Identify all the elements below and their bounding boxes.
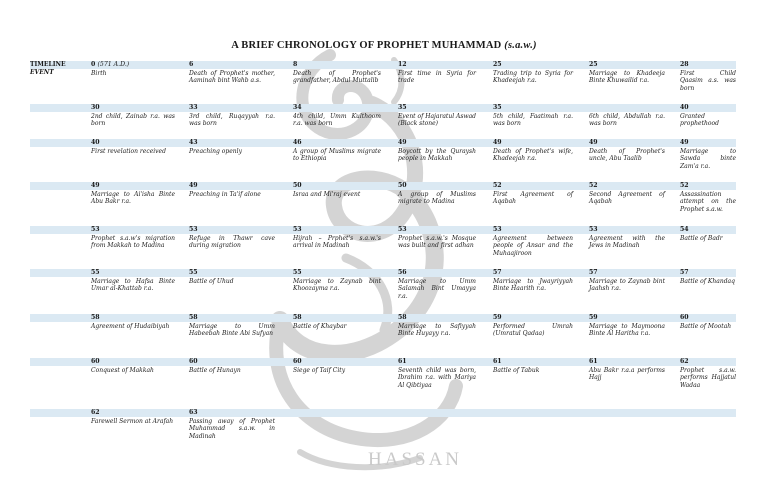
event-text: Performed Umrah (Umratul Qadaa) [493, 322, 573, 338]
event-text: Trading trip to Syria for Khadeejah r.a. [493, 69, 573, 85]
year-value: 55 [293, 269, 302, 276]
timeline-cell [589, 139, 665, 163]
watermark-text: HASSAN [368, 449, 463, 470]
event-text: Marriage to Ai'isha Binte Abu Bakr r.a. [91, 190, 175, 206]
event-text: Marriage to Hafsa Binte Umar al-Khattab r.a. [91, 277, 175, 293]
timeline-cell [398, 226, 476, 250]
event-text: Marriage to Maymoona Binte Al Haritha r.a. [589, 322, 665, 338]
timeline-year [398, 182, 476, 190]
year-value: 8 [293, 61, 298, 68]
timeline-year [589, 61, 665, 69]
timeline-cell [493, 314, 573, 338]
timeline-year [680, 182, 736, 190]
timeline-cell [493, 61, 573, 85]
timeline-cell [91, 61, 175, 77]
year-value: 53 [398, 226, 407, 233]
timeline-year [493, 104, 573, 112]
event-text: Death of Prophet's grandfather, Abdul Muttalib [293, 69, 381, 85]
timeline-cell [91, 226, 175, 250]
timeline-cell [91, 269, 175, 293]
event-text: A group of Muslims migrate to Ethiopia [293, 147, 381, 163]
event-text: 2nd child, Zainab r.a. was born [91, 112, 175, 128]
year-value: 25 [589, 61, 598, 68]
timeline-cell [91, 104, 175, 128]
event-text: A group of Muslims migrate to Madina [398, 190, 476, 206]
timeline-year [680, 104, 736, 112]
timeline-cell [189, 139, 275, 155]
year-value: 55 [189, 269, 198, 276]
title-sub: (s.a.w.) [504, 40, 537, 51]
year-value: 60 [680, 314, 689, 321]
year-value: 55 [91, 269, 100, 276]
timeline-year [91, 61, 175, 69]
year-value: 62 [91, 409, 100, 416]
year-value: 52 [680, 182, 689, 189]
year-value: 54 [680, 226, 689, 233]
event-text: Prophet s.a.w. performs Hajjatul Wadaa [680, 366, 736, 389]
timeline-year [493, 358, 573, 366]
title-main: A BRIEF CHRONOLOGY OF PROPHET MUHAMMAD [231, 40, 502, 51]
event-label: EVENT [30, 69, 54, 76]
event-text: Death of Prophet's uncle, Abu Taalib [589, 147, 665, 163]
event-text: Preaching in Ta'if alone [189, 190, 261, 198]
timeline-year [589, 139, 665, 147]
event-text: Battle of Khaybar [293, 322, 347, 330]
timeline-cell [398, 61, 476, 85]
timeline-year [91, 269, 175, 277]
timeline-cell [589, 61, 665, 85]
timeline-cell [398, 358, 476, 389]
timeline-year [189, 61, 275, 69]
year-value: 53 [189, 226, 198, 233]
year-value: 43 [189, 139, 198, 146]
event-text: 5th child, Faatimah r.a. was born [493, 112, 573, 128]
timeline-year [189, 314, 275, 322]
timeline-year [293, 104, 381, 112]
timeline-year [91, 226, 175, 234]
event-text: Assassination attempt on the Prophet s.a.w. [680, 190, 736, 213]
event-text: Hijrah – Prphet's s.a.w.'s arrival in Madinah [293, 234, 381, 250]
event-text: 6th child, Abdullah r.a. was born [589, 112, 665, 128]
timeline-year [189, 226, 275, 234]
year-note: (571 A.D.) [97, 61, 130, 68]
timeline-cell [589, 182, 665, 206]
timeline-cell [680, 104, 736, 128]
event-text: Battle of Mootah [680, 322, 732, 330]
timeline-year [493, 61, 573, 69]
timeline-year [398, 314, 476, 322]
event-text: Abu Bakr r.a.a performs Hajj [589, 366, 665, 382]
timeline-year [189, 182, 275, 190]
timeline-year [293, 139, 381, 147]
year-value: 63 [189, 409, 198, 416]
timeline-cell [293, 104, 381, 128]
timeline-cell [680, 358, 736, 389]
timeline-cell [589, 226, 665, 250]
timeline-label: TIMELINE [30, 61, 66, 68]
timeline-year [680, 269, 736, 277]
timeline-cell [293, 139, 381, 163]
timeline-cell [398, 139, 476, 163]
year-value: 35 [398, 104, 407, 111]
timeline-cell [91, 139, 175, 155]
year-value: 60 [189, 358, 198, 365]
timeline-cell [680, 61, 736, 92]
event-text: Granted prophethood [680, 112, 719, 128]
year-value: 61 [589, 358, 598, 365]
event-text: Death of Prophet's mother, Aaminah bint Wahb a.s. [189, 69, 275, 85]
year-value: 49 [91, 182, 100, 189]
event-text: Death of Prophet's wife, Khadeejah r.a. [493, 147, 573, 163]
year-value: 46 [293, 139, 302, 146]
year-value: 53 [493, 226, 502, 233]
year-value: 50 [398, 182, 407, 189]
timeline-cell [493, 104, 573, 128]
timeline-cell [189, 61, 275, 85]
timeline-year [91, 104, 175, 112]
event-text: Battle of Hunayn [189, 366, 241, 374]
event-text: Passing away of Prophet Muhammad s.a.w. in Madinah [189, 417, 275, 440]
timeline-year [91, 409, 175, 417]
year-value: 60 [91, 358, 100, 365]
event-text: Event of Hajaratul Aswad (Black stone) [398, 112, 477, 128]
timeline-cell [493, 226, 573, 257]
timeline-year [493, 182, 573, 190]
timeline-year [189, 358, 275, 366]
timeline-year [91, 182, 175, 190]
year-value: 30 [91, 104, 100, 111]
timeline-year [680, 358, 736, 366]
year-value: 58 [293, 314, 302, 321]
timeline-year [398, 61, 476, 69]
event-text: First revelation received [91, 147, 166, 155]
timeline-cell [293, 61, 381, 85]
event-text: Farewell Sermon at Arafah [91, 417, 174, 425]
timeline-year [189, 104, 275, 112]
year-value: 58 [398, 314, 407, 321]
year-value: 62 [680, 358, 689, 365]
timeline-cell [189, 182, 275, 198]
timeline-cell [398, 104, 476, 128]
timeline-year [589, 104, 665, 112]
timeline-cell [493, 139, 573, 163]
year-value: 58 [189, 314, 198, 321]
event-text: Marriage to Zaynab bint Jaahsh r.a. [589, 277, 665, 293]
year-value: 34 [293, 104, 302, 111]
timeline-cell [680, 182, 736, 213]
year-value: 40 [91, 139, 100, 146]
event-text: First Child Qaasim a.s. was born [680, 69, 736, 92]
event-text: Conquest of Makkah [91, 366, 154, 374]
timeline-year [91, 314, 175, 322]
timeline-cell [589, 314, 665, 338]
year-value: 33 [189, 104, 198, 111]
timeline-cell [589, 104, 665, 128]
event-text: 3rd child, Ruqayyah r.a. was born [189, 112, 275, 128]
year-value: 61 [398, 358, 407, 365]
year-value: 59 [589, 314, 598, 321]
timeline-year [293, 226, 381, 234]
year-value: 60 [293, 358, 302, 365]
event-text: Prophet s.a.w.'s Mosque was built and first adhan [398, 234, 476, 250]
timeline-year [398, 139, 476, 147]
timeline-year [680, 61, 736, 69]
year-value: 28 [680, 61, 689, 68]
timeline-year [91, 358, 175, 366]
event-text: Battle of Badr [680, 234, 723, 242]
timeline-cell [398, 182, 476, 206]
timeline-cell [680, 314, 736, 330]
timeline-year [189, 269, 275, 277]
timeline-year [680, 314, 736, 322]
timeline-cell [189, 314, 275, 338]
timeline-year [589, 269, 665, 277]
timeline-cell [493, 269, 573, 293]
timeline-year [589, 358, 665, 366]
timeline-cell [680, 269, 736, 285]
timeline-year [293, 61, 381, 69]
event-text: Marriage to Khadeeja Binte Khuwailid r.a. [589, 69, 665, 85]
timeline-year [398, 226, 476, 234]
timeline-cell [589, 269, 665, 293]
event-text: Marriage to Zaynab bint Khoozayma r.a. [293, 277, 381, 293]
timeline-cell [589, 358, 665, 382]
year-value: 52 [589, 182, 598, 189]
year-value: 12 [398, 61, 407, 68]
timeline-year [493, 314, 573, 322]
timeline-year [493, 269, 573, 277]
event-text: Battle of Khandaq [680, 277, 735, 285]
timeline-year [293, 358, 381, 366]
timeline-cell [189, 409, 275, 440]
year-value: 61 [493, 358, 502, 365]
year-value: 50 [293, 182, 302, 189]
timeline-year [493, 139, 573, 147]
event-text: Marriage to Umm Salamah Bint Umayya r.a. [398, 277, 476, 300]
timeline-year [493, 226, 573, 234]
timeline-cell [293, 314, 381, 330]
timeline-year [680, 139, 736, 147]
year-value: 35 [493, 104, 502, 111]
timeline-cell [189, 269, 275, 285]
timeline-year [398, 104, 476, 112]
year-value: 56 [398, 269, 407, 276]
year-value: 40 [680, 104, 689, 111]
event-text: Agreement of Hudaibiyah [91, 322, 170, 330]
year-value: 0 [91, 61, 96, 68]
timeline-year [589, 226, 665, 234]
timeline-cell [189, 358, 275, 374]
timeline-cell [293, 269, 381, 293]
timeline-cell [189, 104, 275, 128]
timeline-year [293, 182, 381, 190]
timeline-year [398, 269, 476, 277]
timeline-cell [91, 314, 175, 330]
timeline-cell [293, 358, 381, 374]
timeline-cell [493, 358, 573, 374]
year-value: 25 [493, 61, 502, 68]
event-text: Marriage to Safiyyah Binte Huyayy r.a. [398, 322, 476, 338]
year-value: 53 [91, 226, 100, 233]
timeline-year [293, 314, 381, 322]
event-text: Seventh child was born, Ibrahim r.a. with Mariya Al Qibtiyaa [398, 366, 476, 389]
event-text: Boycott by the Quraysh people in Makkah [398, 147, 476, 163]
year-value: 53 [293, 226, 302, 233]
year-value: 49 [680, 139, 689, 146]
timeline-cell [91, 358, 175, 374]
timeline-cell [398, 314, 476, 338]
event-text: Second Agreement of Aqabah [589, 190, 665, 206]
timeline-year [91, 139, 175, 147]
year-value: 49 [398, 139, 407, 146]
timeline-cell [293, 226, 381, 250]
year-value: 49 [189, 182, 198, 189]
timeline-year [589, 182, 665, 190]
event-text: Preaching openly [189, 147, 242, 155]
timeline-cell [91, 409, 175, 425]
event-text: Battle of Tabuk [493, 366, 540, 374]
year-value: 6 [189, 61, 194, 68]
year-value: 53 [589, 226, 598, 233]
year-value: 57 [680, 269, 689, 276]
event-text: Israa and Mi'raj event [293, 190, 361, 198]
event-text: Agreement with the Jews in Madinah [589, 234, 665, 250]
timeline-cell [398, 269, 476, 300]
event-text: Marriage to Jwayriyyah Binte Haarith r.a. [493, 277, 573, 293]
event-text: Marriage to Umm Habeebah Binte Abi Sufyan [189, 322, 275, 338]
timeline-cell [293, 182, 381, 198]
year-value: 59 [493, 314, 502, 321]
event-text: Marriage to Sawda binte Zam'a r.a. [680, 147, 736, 170]
event-text: Prophet s.a.w's migration from Makkah to Madina [91, 234, 175, 250]
event-text: Siege of Taif City [293, 366, 346, 374]
page-title [0, 40, 768, 51]
event-text: Agreement between people of Ansar and the Muhaajiroon [493, 234, 573, 257]
timeline-cell [493, 182, 573, 206]
timeline-year [398, 358, 476, 366]
event-text: Birth [91, 69, 107, 77]
timeline-cell [680, 139, 736, 170]
timeline-year [189, 139, 275, 147]
year-value: 57 [589, 269, 598, 276]
year-value: 58 [91, 314, 100, 321]
event-text: Refuge in Thawr cave during migration [189, 234, 275, 250]
event-text: First time in Syria for trade [398, 69, 476, 85]
event-text: 4th child, Umm Kulthoom r.a. was born [293, 112, 381, 128]
timeline-year [189, 409, 275, 417]
timeline-year [680, 226, 736, 234]
year-value: 57 [493, 269, 502, 276]
year-value: 49 [493, 139, 502, 146]
event-text: First Agreement of Aqabah [493, 190, 573, 206]
timeline-cell [189, 226, 275, 250]
event-text: Battle of Uhud [189, 277, 234, 285]
year-value: 52 [493, 182, 502, 189]
timeline-cell [680, 226, 736, 242]
timeline-cell [91, 182, 175, 206]
timeline-year [293, 269, 381, 277]
timeline-year [589, 314, 665, 322]
year-value: 49 [589, 139, 598, 146]
